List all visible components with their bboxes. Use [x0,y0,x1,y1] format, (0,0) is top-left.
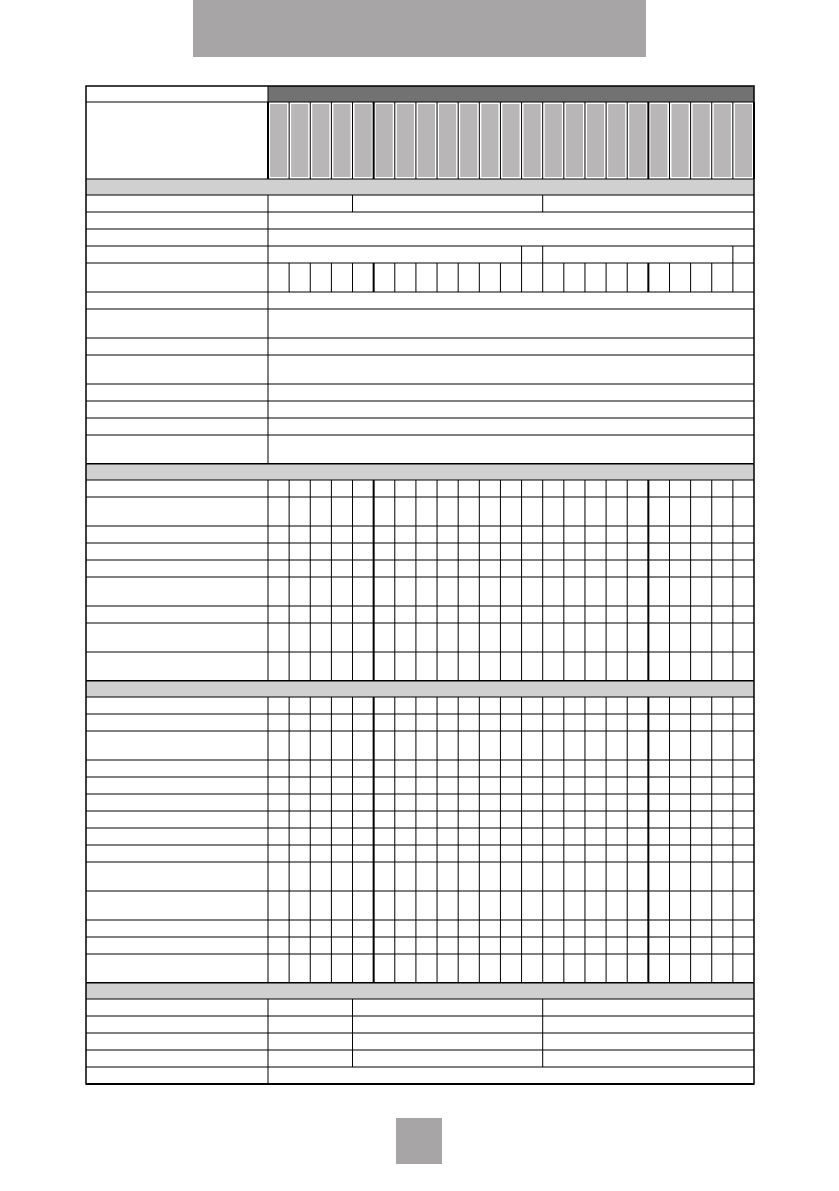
table-row [86,480,754,497]
column-header-cell [333,104,350,177]
table-row [86,418,754,435]
table-row [86,811,754,828]
section-band [86,681,754,697]
column-header-cell [693,104,710,177]
column-header-cell [291,104,308,177]
column-header-cell [418,104,435,177]
table-row [86,1016,754,1033]
table-row [86,355,754,384]
section-band [86,179,754,195]
column-header-cell [566,104,583,177]
table-row [86,862,754,891]
column-header-label-cell [86,102,268,179]
column-header-cell [481,104,498,177]
column-header-cell [524,104,541,177]
table-row [86,338,754,355]
section-band [86,464,754,480]
section-band [86,983,754,999]
table-row [86,229,754,246]
table-row [86,526,754,543]
table-row [86,263,754,292]
table-row [86,543,754,560]
column-header-cell [735,104,752,177]
table-row [86,1067,754,1084]
table-row [86,652,754,681]
column-header-cell [714,104,731,177]
table-row [86,1050,754,1067]
column-header-cell [355,104,372,177]
header-model-band [268,86,754,102]
column-header-cell [502,104,519,177]
table-row [86,246,754,263]
table-row [86,920,754,937]
table-row [86,384,754,401]
table-row [86,292,754,309]
table-row [86,937,754,954]
table-row [86,623,754,652]
column-header-cell [270,104,287,177]
page-number-tab [396,1118,442,1164]
table-row [86,560,754,577]
table-row [86,731,754,760]
table-row [86,845,754,862]
table-row [86,760,754,777]
table-row [86,954,754,983]
table-row [86,999,754,1016]
table-row [86,891,754,920]
table-row [86,828,754,845]
table-row [86,195,754,212]
column-header-cell [439,104,456,177]
table-row [86,577,754,606]
table-row [86,794,754,811]
column-header-cell [376,104,393,177]
table-row [86,714,754,731]
column-header-cell [545,104,562,177]
table-row [86,309,754,338]
column-header-cell [587,104,604,177]
table-row [86,697,754,714]
column-header-cell [608,104,625,177]
table-row [86,497,754,526]
table-row [86,435,754,464]
table-row [86,212,754,229]
column-header-cell [650,104,667,177]
column-header-cell [629,104,646,177]
column-header-cell [312,104,329,177]
table-row [86,606,754,623]
table-row [86,1033,754,1050]
column-header-cell [397,104,414,177]
header-label-cell [86,86,268,102]
table-row [86,401,754,418]
column-header-cell [671,104,688,177]
table-row [86,777,754,794]
column-header-cell [460,104,477,177]
